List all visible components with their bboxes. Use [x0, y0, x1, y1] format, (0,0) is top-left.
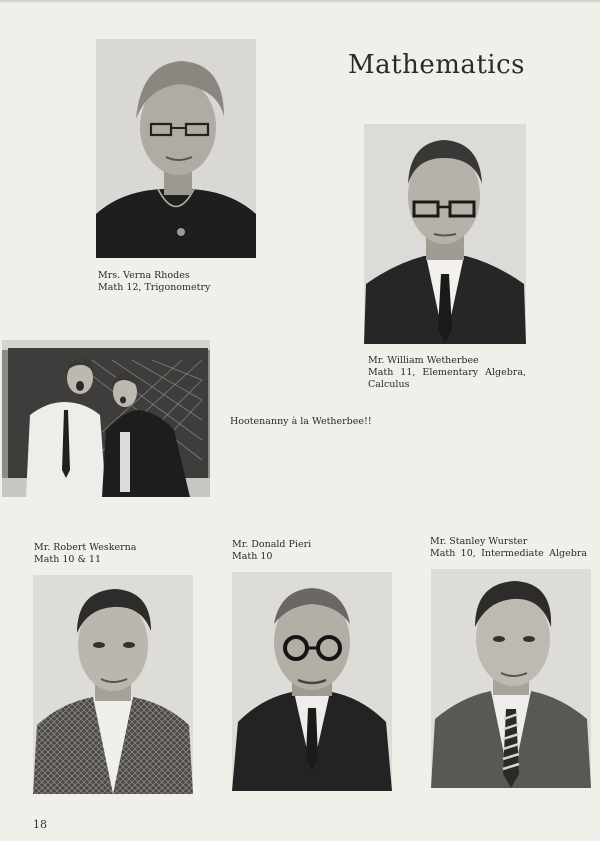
teacher-name: Mr. William Wetherbee — [368, 355, 479, 366]
teacher-name: Mr. Donald Pieri — [232, 539, 312, 550]
portrait-wetherbee — [364, 124, 526, 344]
caption-wurster — [430, 536, 587, 560]
page-edge — [0, 0, 600, 3]
teacher-subjects: Math 10 & 11 — [34, 554, 102, 565]
caption-weskerna — [34, 542, 136, 566]
teacher-subjects: Math 10 — [232, 551, 273, 562]
teacher-name: Mr. Robert Weskerna — [34, 542, 137, 553]
page-number: 18 — [33, 818, 47, 831]
candid-caption-text: Hootenanny à la Wetherbee!! — [230, 416, 372, 427]
teacher-subjects-continued: Calculus — [368, 379, 410, 390]
teacher-name: Mrs. Verna Rhodes — [98, 270, 190, 281]
portrait-wurster — [431, 569, 591, 788]
caption-wetherbee — [368, 355, 526, 391]
portrait-pieri — [232, 572, 392, 791]
caption-rhodes — [98, 270, 210, 294]
teacher-name: Mr. Stanley Wurster — [430, 536, 528, 547]
candid-photo — [2, 340, 210, 497]
teacher-subjects: Math 12, Trigonometry — [98, 282, 211, 293]
caption-pieri — [232, 539, 311, 563]
portrait-rhodes — [96, 39, 256, 258]
caption-candid — [230, 416, 372, 428]
page-title: Mathematics — [348, 50, 526, 80]
teacher-subjects: Math 10, Intermediate Algebra — [430, 548, 587, 559]
teacher-subjects: Math 11, Elementary Algebra, — [368, 367, 526, 378]
portrait-weskerna — [33, 575, 193, 794]
